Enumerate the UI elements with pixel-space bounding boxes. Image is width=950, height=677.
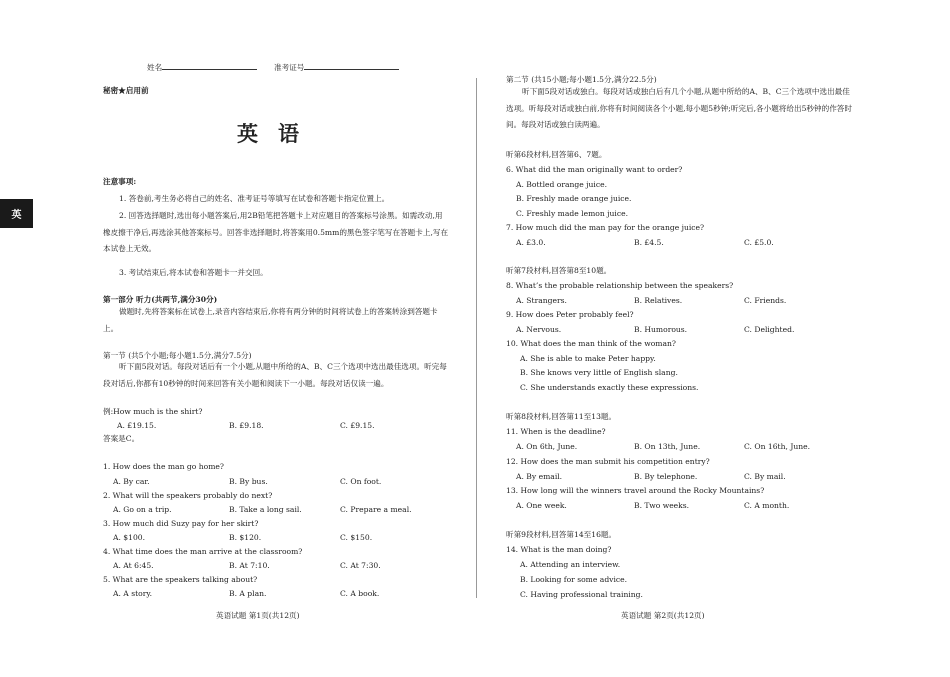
question-2: 2. What will the speakers probably do next? (103, 491, 273, 500)
question-13: 13. How long will the winners travel around the Rocky Mountains? (506, 486, 765, 495)
part1-intro: 做题时,先将答案标在试卷上,录音内容结束后,你将有两分钟的时间将试卷上的答案转涂到答题卡上。 (103, 307, 438, 333)
question-6-option-b: B. Freshly made orange juice. (516, 194, 632, 203)
question-2-option-b: B. Take a long sail. (229, 505, 302, 514)
question-14: 14. What is the man doing? (506, 545, 612, 554)
question-11-option-c: C. On 16th, June. (744, 442, 811, 451)
question-8-option-a: A. Strangers. (516, 296, 567, 305)
question-4: 4. What time does the man arrive at the classroom? (103, 547, 303, 556)
material-6-lead: 听第6段材料,回答第6、7题。 (506, 150, 607, 159)
question-9: 9. How does Peter probably feel? (506, 310, 634, 319)
question-4-option-b: B. At 7:10. (229, 561, 270, 570)
page-title: 英语 (237, 122, 319, 146)
question-8-option-c: C. Friends. (744, 296, 787, 305)
page-divider (476, 78, 477, 598)
question-11: 11. When is the deadline? (506, 427, 606, 436)
question-5: 5. What are the speakers talking about? (103, 575, 258, 584)
question-12: 12. How does the man submit his competition entry? (506, 457, 710, 466)
question-8: 8. What’s the probable relationship between the speakers? (506, 281, 734, 290)
question-7-option-c: C. £5.0. (744, 238, 774, 247)
question-7-option-b: B. £4.5. (634, 238, 664, 247)
note-item-1: 1. 答卷前,考生务必将自己的姓名、准考证号等填写在试卷和答题卡指定位置上。 (119, 194, 390, 203)
question-6-option-c: C. Freshly made lemon juice. (516, 209, 629, 218)
section1-heading: 第一节 (共5个小题;每小题1.5分,满分7.5分) (103, 351, 252, 360)
question-12-option-a: A. By email. (516, 472, 563, 481)
question-11-option-a: A. On 6th, June. (516, 442, 578, 451)
question-14-option-a: A. Attending an interview. (520, 560, 621, 569)
question-12-option-c: C. By mail. (744, 472, 786, 481)
example-option-a: A. £19.15. (117, 421, 157, 430)
section1-intro: 听下面5段对话。每段对话后有一个小题,从题中所给的A、B、C三个选项中选出最佳选项。听完每段对话后,你都有10秒钟的时间来回答有关小题和阅读下一小题。每段对话仅读一遍。 (103, 362, 447, 388)
exam-number-blank (304, 60, 399, 70)
question-3-option-c: C. $150. (340, 533, 373, 542)
note-item-2: 2. 回答选择题时,选出每小题答案后,用2B铅笔把答题卡上对应题目的答案标号涂黑。如需改动,用橡皮擦干净后,再选涂其他答案标号。回答非选择题时,将答案用0.5mm的黑色签字笔写在答题卡上,写在本试卷上无效。 (103, 211, 449, 253)
question-4-option-c: C. At 7:30. (340, 561, 381, 570)
question-4-option-a: A. At 6:45. (113, 561, 154, 570)
part1-heading: 第一部分 听力(共两节,满分30分) (103, 295, 218, 304)
example-option-c: C. £9.15. (340, 421, 375, 430)
question-9-option-c: C. Delighted. (744, 325, 795, 334)
exam-number-label: 准考证号 (274, 63, 305, 72)
section2-intro: 听下面5段对话或独白。每段对话或独白后有几个小题,从题中所给的A、B、C三个选项中选出最佳选项。听每段对话或独白前,你将有时间阅读各个小题,每小题5秒钟;听完后,各小题将给出5秒钟的作答时间。每段对话或独白读两遍。 (506, 87, 852, 129)
name-label: 姓名 (147, 63, 163, 72)
candidate-info-line (147, 60, 399, 73)
question-14-option-c: C. Having professional training. (520, 590, 643, 599)
question-1-option-c: C. On foot. (340, 477, 382, 486)
side-tab: 英 (0, 199, 33, 228)
question-3-option-a: A. $100. (113, 533, 146, 542)
question-1-option-a: A. By car. (113, 477, 150, 486)
question-5-option-a: A. A story. (113, 589, 153, 598)
material-8-lead: 听第8段材料,回答第11至13题。 (506, 412, 617, 421)
question-10: 10. What does the man think of the woman? (506, 339, 676, 348)
question-10-option-b: B. She knows very little of English slang. (520, 368, 678, 377)
footer-right-page-number: 英语试题 第2页(共12页) (621, 611, 705, 620)
question-3-option-b: B. $120. (229, 533, 262, 542)
question-8-option-b: B. Relatives. (634, 296, 683, 305)
question-1: 1. How does the man go home? (103, 462, 224, 471)
section2-heading: 第二节 (共15小题;每小题1.5分,满分22.5分) (506, 75, 657, 84)
question-9-option-a: A. Nervous. (516, 325, 562, 334)
example-answer: 答案是C。 (103, 434, 140, 443)
question-5-option-c: C. A book. (340, 589, 380, 598)
question-7: 7. How much did the man pay for the orange juice? (506, 223, 705, 232)
question-6-option-a: A. Bottled orange juice. (516, 180, 607, 189)
question-9-option-b: B. Humorous. (634, 325, 688, 334)
note-item-3: 3. 考试结束后,将本试卷和答题卡一并交回。 (119, 268, 268, 277)
material-9-lead: 听第9段材料,回答第14至16题。 (506, 530, 617, 539)
question-2-option-a: A. Go on a trip. (113, 505, 172, 514)
question-10-option-c: C. She understands exactly these expressions. (520, 383, 699, 392)
secret-mark: 秘密★启用前 (103, 86, 149, 95)
question-5-option-b: B. A plan. (229, 589, 267, 598)
question-13-option-a: A. One week. (516, 501, 567, 510)
question-6: 6. What did the man originally want to order? (506, 165, 683, 174)
footer-left-page-number: 英语试题 第1页(共12页) (216, 611, 300, 620)
question-3: 3. How much did Suzy pay for her skirt? (103, 519, 259, 528)
example-option-b: B. £9.18. (229, 421, 264, 430)
name-blank (162, 60, 257, 70)
example-question: 例:How much is the shirt? (103, 407, 203, 416)
question-7-option-a: A. £3.0. (516, 238, 546, 247)
question-2-option-c: C. Prepare a meal. (340, 505, 412, 514)
notes-heading: 注意事项: (103, 177, 137, 186)
question-11-option-b: B. On 13th, June. (634, 442, 701, 451)
question-14-option-b: B. Looking for some advice. (520, 575, 628, 584)
material-7-lead: 听第7段材料,回答第8至10题。 (506, 266, 612, 275)
question-12-option-b: B. By telephone. (634, 472, 698, 481)
question-13-option-b: B. Two weeks. (634, 501, 690, 510)
question-10-option-a: A. She is able to make Peter happy. (520, 354, 656, 363)
question-1-option-b: B. By bus. (229, 477, 268, 486)
question-13-option-c: C. A month. (744, 501, 790, 510)
